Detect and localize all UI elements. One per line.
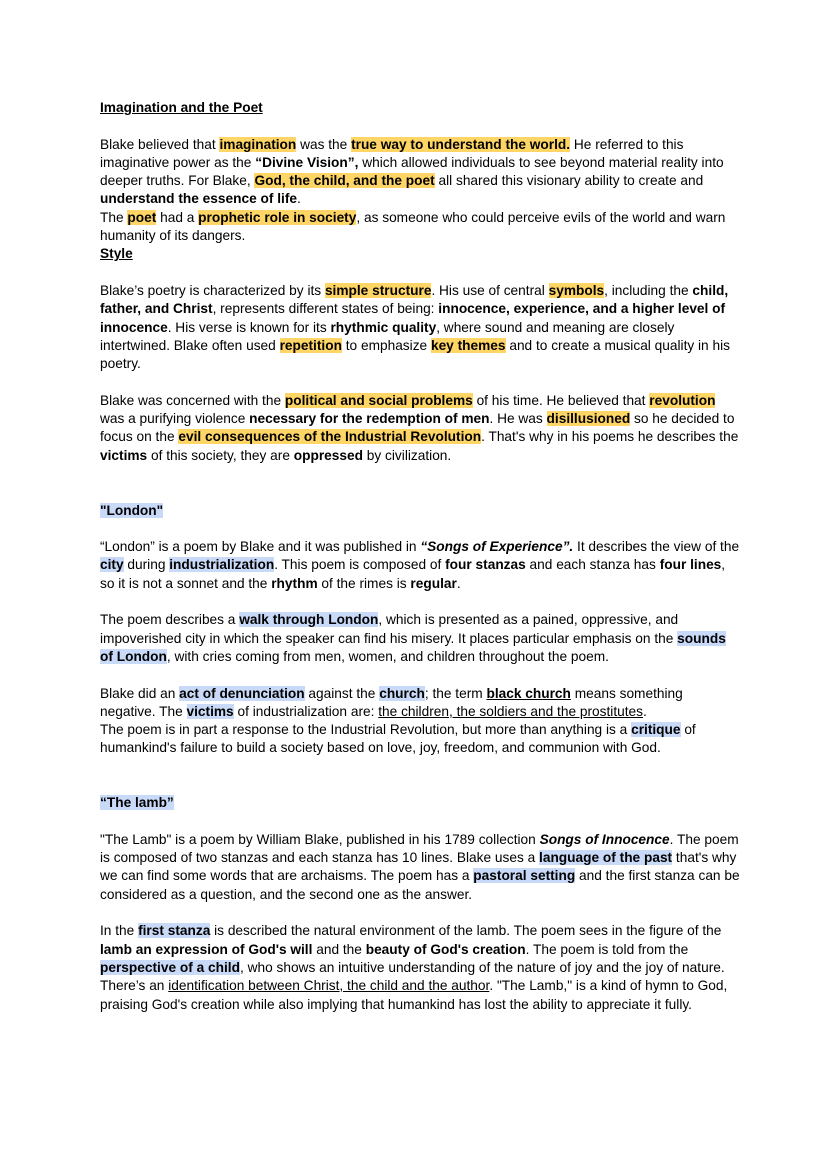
text-run: . — [456, 575, 461, 591]
text-run: , where sound and meaning are closely intertwined. Blake often used — [100, 319, 675, 353]
text-run: Blake was concerned with the — [100, 392, 285, 408]
document-page — [100, 99, 740, 1014]
text-run: . His verse is known for its — [167, 319, 331, 335]
text-run: , as someone who could perceive evils of the world and warn humanity of its dangers. — [100, 209, 726, 244]
text-run: God, the child, and the poet — [254, 173, 435, 189]
text-run: innocence, experience, and a higher level of innocence — [100, 301, 726, 335]
text-run: disillusioned — [546, 411, 631, 427]
paragraph — [100, 922, 740, 1013]
text-run: lamb an expression of God's will — [100, 941, 313, 957]
text-run: regular — [410, 575, 457, 591]
text-run: revolution — [649, 392, 716, 408]
text-run: . The poem is told from the — [525, 941, 689, 957]
text-run: industrialization — [169, 557, 275, 573]
text-run: that's why we can find some words that are archaisms. The poem has a — [100, 850, 737, 884]
text-run: four lines — [659, 557, 722, 573]
paragraph — [100, 721, 740, 758]
text-run: and the — [312, 941, 366, 957]
text-run: , which is presented as a pained, oppressive, and impoverished city in which the speaker can find his misery. It places particular emphasis on the — [100, 612, 679, 646]
text-run: was a purifying violence — [100, 411, 250, 427]
text-run: which allowed individuals to see beyond material reality into deeper truths. For Blake, — [100, 154, 724, 189]
text-run: identification between Christ, the child and the author — [168, 978, 490, 994]
text-run: city — [100, 557, 124, 573]
text-run: church — [379, 685, 425, 701]
text-run: Blake did an — [100, 685, 180, 701]
text-run: “Divine Vision”, — [255, 154, 359, 170]
text-run: imagination — [219, 136, 297, 152]
text-run: and each stanza has — [525, 557, 660, 573]
text-run: during — [123, 557, 170, 573]
text-run: the children, the soldiers and the prostitutes — [378, 703, 644, 719]
text-run: by civilization. — [362, 447, 452, 463]
text-run: is described the natural environment of the lamb. The poem sees in the figure of the — [210, 923, 722, 939]
text-run: pastoral setting — [473, 868, 576, 884]
paragraph — [100, 136, 740, 209]
text-run: repetition — [279, 337, 342, 353]
text-run: , with cries coming from men, women, and children throughout the poem. — [166, 648, 609, 664]
text-run: prophetic role in society — [198, 209, 357, 225]
text-run: first stanza — [138, 923, 211, 939]
text-run: key themes — [430, 337, 506, 353]
heading-the-lamb: “The lamb” — [100, 795, 174, 811]
text-run: The poem is in part a response to the Industrial Revolution, but more than anything is a — [100, 722, 632, 738]
heading-london: "London" — [100, 502, 164, 518]
text-run: child, father, and Christ — [100, 282, 729, 317]
text-run: walk through London — [239, 612, 379, 628]
text-run: four stanzas — [445, 557, 526, 573]
paragraph — [100, 538, 740, 593]
text-run: victims — [186, 703, 234, 719]
text-run: . — [297, 191, 301, 207]
text-run: black church — [486, 685, 571, 701]
text-run: . He was — [489, 411, 547, 427]
paragraph — [100, 611, 740, 666]
text-run: In the — [100, 923, 139, 939]
text-run: political and social problems — [284, 392, 473, 408]
heading-imagination: Imagination and the Poet — [100, 100, 263, 115]
text-run: He referred to this imaginative power as the — [100, 136, 684, 170]
text-run: evil consequences of the Industrial Revolution — [178, 429, 482, 445]
text-run: ; the term — [424, 685, 487, 701]
text-run: oppressed — [293, 447, 363, 463]
paragraph — [100, 392, 740, 465]
text-run: Blake’s poetry is characterized by its — [100, 282, 325, 298]
paragraph — [100, 831, 740, 904]
text-run: simple structure — [324, 282, 432, 298]
text-run: , including the — [604, 282, 693, 298]
text-run: so he decided to focus on the — [100, 411, 735, 445]
text-run: to emphasize — [341, 337, 431, 353]
text-run: and the first stanza can be considered as a question, and the second one as the answer. — [100, 868, 740, 902]
text-run: . That's why in his poems he describes the — [481, 429, 739, 445]
text-run: of industrialization are: — [233, 703, 379, 719]
paragraph — [100, 209, 740, 246]
text-run: of humankind's failure to build a society based on love, joy, freedom, and communion with God. — [100, 722, 696, 756]
text-run: had a — [156, 209, 199, 225]
text-run: was the — [296, 136, 352, 152]
text-run: understand the essence of life — [100, 191, 297, 207]
text-run: of this society, they are — [147, 447, 294, 463]
text-run: true way to understand the world. — [351, 136, 571, 152]
text-run: . The poem is composed of two stanzas and each stanza has 10 lines. Blake uses a — [100, 831, 739, 866]
text-run: beauty of God's creation — [365, 941, 526, 957]
text-run: language of the past — [539, 850, 673, 866]
paragraph — [100, 282, 740, 373]
text-run: It describes the view of the — [573, 539, 740, 555]
text-run: The — [100, 209, 128, 225]
text-run: of his time. He believed that — [472, 392, 650, 408]
text-run: . — [643, 703, 647, 719]
text-run: means something negative. The — [100, 685, 683, 719]
text-run: . His use of central — [431, 282, 549, 298]
text-run: victims — [100, 447, 148, 463]
text-run: , so it is not a sonnet and the — [100, 557, 726, 591]
text-run: and to create a musical quality in his poetry. — [100, 337, 730, 372]
text-run: . "The Lamb," is a kind of hymn to God, praising God's creation while also implying that humankind has lost the ability to appreciate it fully. — [100, 978, 728, 1012]
paragraph — [100, 685, 740, 722]
text-run: critique — [631, 722, 681, 738]
text-run: all shared this visionary ability to create and — [434, 173, 704, 189]
text-run: “London” is a poem by Blake and it was published in — [100, 539, 421, 555]
text-run: , who shows an intuitive understanding of the nature of joy and the joy of nature. There’s an — [100, 959, 725, 994]
text-run: Blake believed that — [100, 136, 220, 152]
text-run: Songs of Innocence — [539, 831, 670, 847]
text-run: against the — [304, 685, 380, 701]
text-run: . This poem is composed of — [274, 557, 446, 573]
text-run: "The Lamb" is a poem by William Blake, published in his 1789 collection — [100, 831, 540, 847]
heading-style: Style — [100, 246, 133, 262]
text-run: “Songs of Experience”. — [420, 539, 574, 555]
text-run: perspective of a child — [100, 959, 240, 975]
text-run: necessary for the redemption of men — [249, 411, 490, 427]
text-run: The poem describes a — [100, 612, 240, 628]
text-run: symbols — [548, 282, 605, 298]
text-run: rhythm — [271, 575, 318, 591]
text-run: , represents different states of being: — [212, 301, 439, 317]
text-run: rhythmic quality — [330, 319, 437, 335]
text-run: act of denunciation — [179, 685, 305, 701]
text-run: sounds of London — [100, 630, 726, 664]
text-run: of the rimes is — [317, 575, 411, 591]
text-run: poet — [127, 209, 157, 225]
